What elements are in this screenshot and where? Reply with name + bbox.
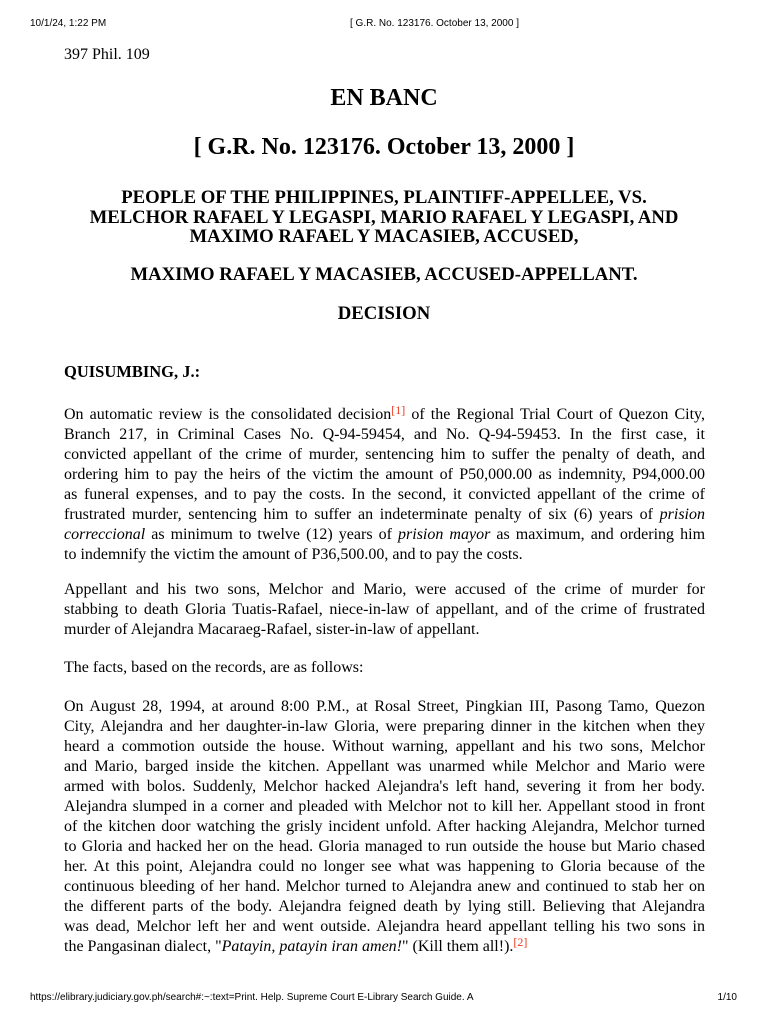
accused-appellant-heading: MAXIMO RAFAEL Y MACASIEB, ACCUSED-APPELLANT.	[130, 264, 638, 285]
text-line: ordering him to pay the heirs of the victim the amount of P50,000.00 as indemnity, P94,000.00	[64, 466, 705, 483]
footnote-ref-link[interactable]: [1]	[391, 403, 406, 417]
italic-term: prision mayor	[398, 526, 491, 543]
ponente: QUISUMBING, J.:	[64, 362, 201, 381]
case-parties	[0, 188, 768, 247]
text-segment: frustrated murder, sentencing him to suffer an indeterminate penalty of six (6) years of	[64, 506, 660, 523]
paragraph	[64, 697, 705, 957]
text-line: was dead, Melchor left her and went outside. Alejandra heard appellant telling his two sons in	[64, 918, 705, 935]
case-number-heading: [ G.R. No. 123176. October 13, 2000 ]	[193, 134, 575, 160]
text-line: Appellant and his two sons, Melchor and Mario, were accused of the crime of murder for	[64, 581, 705, 598]
text-line: of the kitchen door watching the grisly incident unfold. After hacking Alejandra, Melchor turned	[64, 818, 705, 835]
text-segment: On automatic review is the consolidated decision	[64, 406, 392, 423]
text-line: Alejandra slumped in a corner and pleaded with Melchor not to kill her. Appellant stood in front	[64, 798, 705, 815]
italic-term: correccional	[64, 526, 146, 543]
text-line: heard a commotion outside the house. Without warning, appellant and his two sons, Melchor	[64, 738, 705, 755]
print-header-datetime: 10/1/24, 1:22 PM	[30, 18, 107, 29]
italic-quote: Patayin, patayin iran amen!	[221, 938, 403, 955]
text-line: her. At this point, Alejandra could no longer see what was happening to Gloria because of the	[64, 858, 705, 875]
division-heading: EN BANC	[330, 85, 438, 111]
text-line	[64, 525, 705, 545]
text-line	[64, 405, 705, 425]
print-header-title: [ G.R. No. 123176. October 13, 2000 ]	[350, 18, 519, 29]
text-segment: " (Kill them all!).	[402, 938, 514, 955]
decision-heading: DECISION	[337, 303, 431, 324]
text-line: to indemnify the victim the amount of P36,500.00, and to pay the costs.	[64, 546, 523, 563]
parties-line: PEOPLE OF THE PHILIPPINES, PLAINTIFF-APPELLEE, VS.	[121, 187, 647, 208]
text-segment: of the Regional Trial Court of Quezon City,	[405, 406, 706, 423]
text-line: City, Alejandra and her daughter-in-law Gloria, were preparing dinner in the kitchen when they	[64, 718, 705, 735]
text-line: continuous bleeding of her hand. Melchor turned to Alejandra anew and continued to stab her on	[64, 878, 705, 895]
text-line	[64, 937, 705, 957]
italic-term: prision	[659, 506, 705, 523]
paragraph	[64, 405, 705, 565]
text-line: as funeral expenses, and to pay the costs. In the second, it convicted appellant of the crime of	[64, 486, 705, 503]
parties-line: MAXIMO RAFAEL Y MACASIEB, ACCUSED,	[189, 226, 579, 247]
text-line: the different parts of the body. Alejandra feigned death by lying still. Believing that Alejandra	[64, 898, 705, 915]
text-line: Branch 217, in Criminal Cases No. Q-94-59454, and No. Q-94-59453. In the first case, it	[64, 426, 705, 443]
text-segment: as minimum to twelve (12) years of	[145, 526, 399, 543]
print-footer-url: https://elibrary.judiciary.gov.ph/search#:~:text=Print. Help. Supreme Court E-Library Search Guide. A	[30, 992, 474, 1003]
footnote-ref-link[interactable]: [2]	[513, 935, 528, 949]
text-line: armed with bolos. Suddenly, Melchor hacked Alejandra's left hand, severing it from her body.	[64, 778, 705, 795]
text-segment: as maximum, and ordering him	[490, 526, 706, 543]
text-line	[64, 505, 705, 525]
paragraph	[64, 658, 705, 678]
parties-line: MELCHOR RAFAEL Y LEGASPI, MARIO RAFAEL Y LEGASPI, AND	[89, 206, 679, 228]
text-line: and Mario, barged inside the kitchen. Appellant was unarmed while Melchor and Mario were	[64, 758, 705, 775]
text-line: stabbing to death Gloria Tuatis-Rafael, niece-in-law of appellant, and of the crime of frustrated	[64, 601, 705, 618]
text-line: convicted appellant of the crime of murder, sentencing him to suffer the penalty of death, and	[64, 446, 705, 463]
report-citation: 397 Phil. 109	[64, 46, 150, 63]
text-line: to Gloria and hacked her on the head. Gloria managed to run outside the house but Mario chased	[64, 838, 705, 855]
text-segment: the Pangasinan dialect, "	[64, 938, 222, 955]
text-line: murder of Alejandra Macaraeg-Rafael, sister-in-law of appellant.	[64, 621, 480, 638]
print-footer-page-number: 1/10	[717, 992, 737, 1003]
paragraph	[64, 580, 705, 640]
text-line: On August 28, 1994, at around 8:00 P.M., at Rosal Street, Pingkian III, Pasong Tamo, Quezon	[64, 698, 705, 715]
text-line: The facts, based on the records, are as follows:	[64, 659, 364, 676]
